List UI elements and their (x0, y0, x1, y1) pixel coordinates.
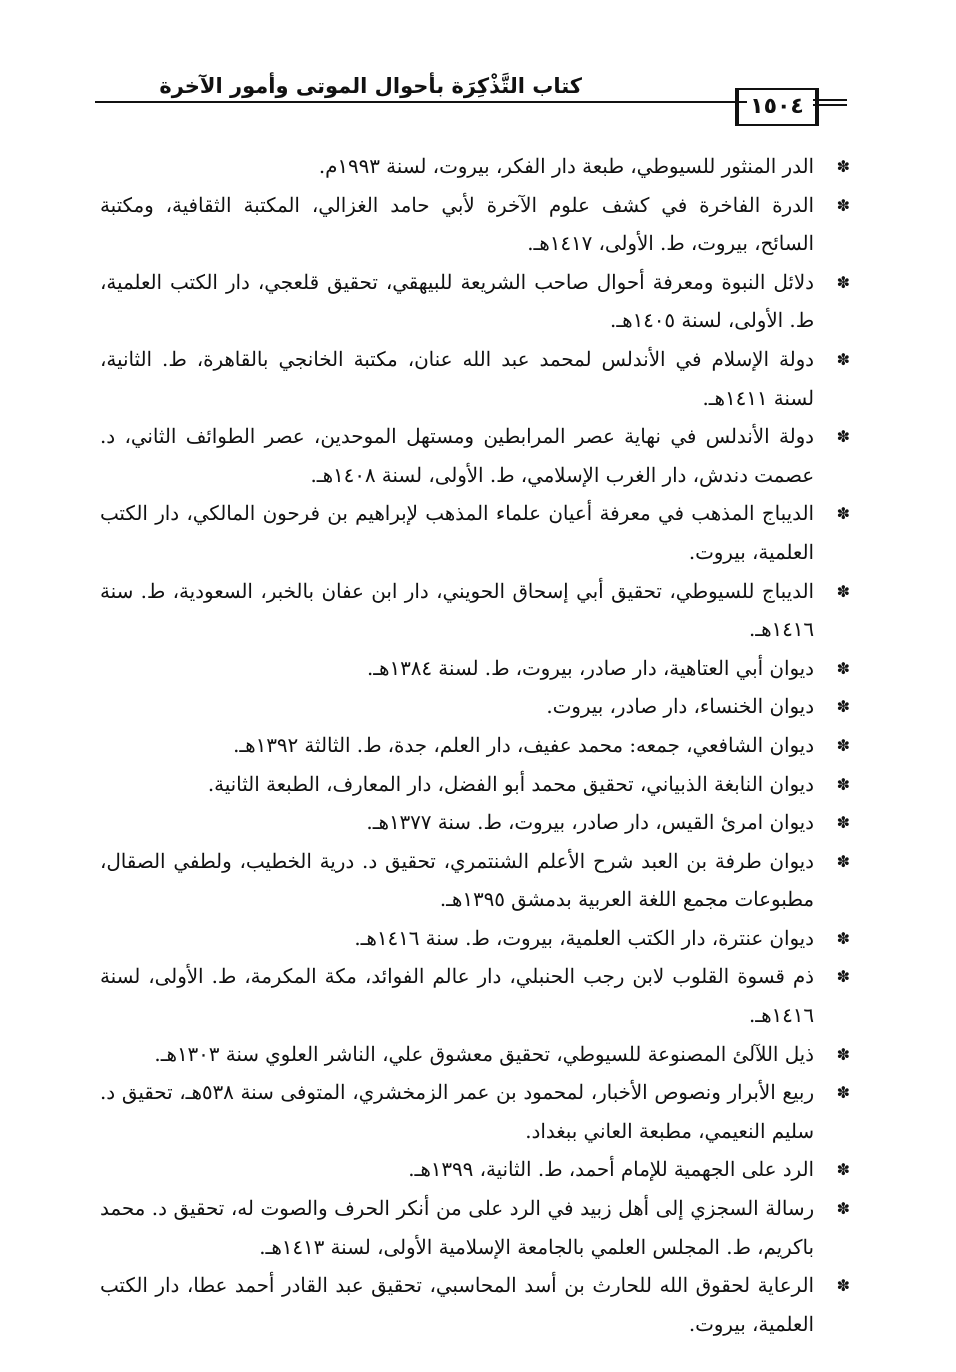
bullet-icon: ✽ (836, 813, 850, 833)
entry-text: ديوان الشافعي، جمعه: محمد عفيف، دار العلم، جدة، ط. الثالثة ١٣٩٢هـ. (233, 733, 814, 757)
bibliography-entry (100, 418, 850, 495)
bullet-icon: ✽ (836, 581, 850, 601)
bullet-icon: ✽ (836, 195, 850, 215)
entry-text: الرد على الجهمية للإمام أحمد، ط. الثانية، ١٣٩٩هـ. (408, 1158, 814, 1182)
bibliography-entry (100, 495, 850, 572)
bullet-icon: ✽ (836, 1083, 850, 1103)
bullet-icon: ✽ (836, 504, 850, 524)
header-rule (95, 101, 747, 103)
entry-text: دولة الإسلام في الأندلس لمحمد عبد الله عنان، مكتبة الخانجي بالقاهرة، ط. الثانية، لسنة ١٤١١هـ. (100, 347, 814, 410)
entry-text: الدر المنثور للسيوطي، طبعة دار الفكر، بيروت، لسنة ١٩٩٣م. (318, 155, 814, 178)
page-number: ١٥٠٤ (735, 88, 819, 126)
bibliography-entry (100, 573, 850, 650)
bibliography-entry (100, 1036, 850, 1075)
entry-text: ديوان امرئ القيس، دار صادر، بيروت، ط. سنة ١٣٧٧هـ. (366, 811, 814, 835)
bibliography-entry (100, 920, 850, 959)
bibliography-entry (100, 688, 850, 727)
bullet-icon: ✽ (836, 427, 850, 447)
bullet-icon: ✽ (836, 658, 850, 678)
bullet-icon: ✽ (836, 735, 850, 755)
bibliography-entry (100, 727, 850, 766)
bibliography-entry (100, 341, 850, 418)
entry-text: ذم قسوة القلوب لابن رجب الحنبلي، دار عالم الفوائد، مكة المكرمة، ط. الأولى، لسنة ١٤١٦هـ. (100, 965, 814, 1028)
bibliography-entry (100, 958, 850, 1035)
bullet-icon: ✽ (836, 928, 850, 948)
entry-text: الديباج المذهب في معرفة أعيان علماء المذهب لإبراهيم بن فرحون المالكي، دار الكتب العلمية، بيروت. (100, 502, 814, 564)
entry-text: رسالة السجزي إلى أهل زبيد في الرد على من أنكر الحرف والصوت له، تحقيق د. محمد باكريم، ط. المجلس العلمي بالجامعة الإسلامية الأولى، لسنة ١٤١٣هـ. (100, 1197, 814, 1259)
bullet-icon: ✽ (836, 1276, 850, 1296)
bibliography-entry (100, 264, 850, 341)
entry-text: ذيل اللآلئ المصنوعة للسيوطي، تحقيق معشوق علي، الناشر العلوي سنة ١٣٠٣هـ. (154, 1042, 814, 1066)
bullet-icon: ✽ (836, 349, 850, 369)
entry-text: دولة الأندلس في نهاية عصر المرابطين ومستهل الموحدين، عصر الطوائف الثاني، د. عصمت دندش، دار الغرب الإسلامي، ط. الأولى، لسنة ١٤٠٨هـ. (100, 425, 814, 487)
bullet-icon: ✽ (836, 967, 850, 987)
entry-text: الدرة الفاخرة في كشف علوم الآخرة لأبي حامد الغزالي، المكتبة الثقافية، ومكتبة السائح، بيروت، ط. الأولى، ١٤١٧هـ. (100, 193, 814, 256)
bibliography-entry (100, 1190, 850, 1267)
entry-text: ربيع الأبرار ونصوص الأخبار، لمحمود بن عمر الزمخشري، المتوفى سنة ٥٣٨هـ، تحقيق د. سليم النعيمي، مطبعة العاني ببغداد. (100, 1081, 814, 1143)
bibliography-entry (100, 650, 850, 689)
bullet-icon: ✽ (836, 1160, 850, 1180)
entry-text: الرعاية لحقوق الله للحارث بن أسد المحاسبي، تحقيق عبد القادر أحمد عطا، دار الكتب العلمية، بيروت. (100, 1274, 814, 1336)
bullet-icon: ✽ (836, 774, 850, 794)
bibliography-entry (100, 148, 850, 187)
entry-text: الديباج للسيوطي، تحقيق أبي إسحاق الحويني، دار ابن عفان بالخبر، السعودية، ط. سنة ١٤١٦هـ. (100, 579, 814, 642)
entry-text: ديوان الخنساء، دار صادر، بيروت. (546, 695, 814, 719)
bullet-icon: ✽ (836, 1199, 850, 1219)
entry-text: ديوان النابغة الذبياني، تحقيق محمد أبو الفضل، دار المعارف، الطبعة الثانية. (207, 772, 814, 796)
bibliography-entry (100, 804, 850, 843)
running-title: كتاب التَّذْكِرَة بأحوال الموتى وأمور الآخرة (159, 74, 582, 98)
bullet-icon: ✽ (836, 851, 850, 871)
bullet-icon: ✽ (836, 272, 850, 292)
entry-text: دلائل النبوة ومعرفة أحوال صاحب الشريعة للبيهقي، تحقيق قلعجي، دار الكتب العلمية، ط. الأولى، لسنة ١٤٠٥هـ. (100, 270, 814, 333)
bibliography-entry (100, 1074, 850, 1151)
bibliography-entry (100, 843, 850, 920)
bullet-icon: ✽ (836, 1044, 850, 1064)
entry-text: ديوان طرفة بن العبد شرح الأعلم الشنتمري، تحقيق د. درية الخطيب، ولطفي الصقال، مطبوعات مجمع اللغة العربية بدمشق ١٣٩٥هـ. (100, 849, 814, 912)
bullet-icon: ✽ (836, 157, 850, 176)
bibliography-entry (100, 766, 850, 805)
entry-text: ديوان عنترة، دار الكتب العلمية، بيروت، ط. سنة ١٤١٦هـ. (354, 926, 814, 950)
bibliography-entry (100, 1151, 850, 1190)
page-header (95, 72, 847, 126)
bullet-icon: ✽ (836, 697, 850, 717)
entry-text: ديوان أبي العتاهية، دار صادر، بيروت، ط. لسنة ١٣٨٤هـ. (366, 656, 814, 680)
bibliography-list (100, 148, 850, 1344)
bibliography-entry (100, 1267, 850, 1344)
bibliography-entry (100, 187, 850, 264)
